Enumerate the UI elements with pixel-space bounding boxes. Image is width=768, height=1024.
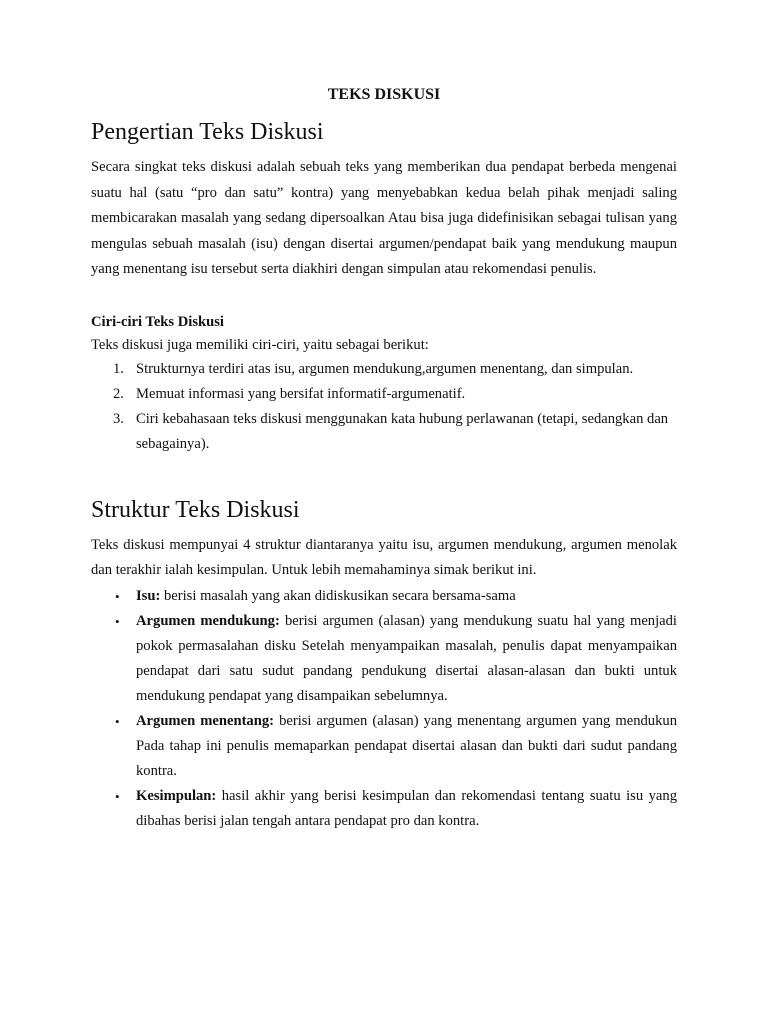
list-item (91, 784, 677, 834)
list-item (91, 709, 677, 784)
spacer (91, 283, 677, 311)
term-description: berisi argumen (alasan) yang menentang argumen yang mendukun Pada tahap ini penulis memaparkan pendapat disertai alasan dan bukti dari sudut pandang kontra. (136, 712, 677, 779)
term-description: hasil akhir yang berisi kesimpulan dan rekomendasi tentang suatu isu yang dibahas berisi jalan tengah antara pendapat pro dan kontra. (136, 787, 677, 829)
bullet-icon: • (115, 613, 120, 629)
list-item (91, 357, 677, 382)
section-heading-pengertian: Pengertian Teks Diskusi (91, 119, 324, 145)
paragraph-pengertian: Secara singkat teks diskusi adalah sebuah teks yang memberikan dua pendapat berbeda mengenai suatu hal (satu “pro dan satu” kontra) yang menyebabkan kedua belah pihak menjadi saling membicarakan masalah yang sedang dipersoalkan Atau bisa juga didefinisikan sebagai tulisan yang mengulas sebuah masalah (isu) dengan disertai argumen/pendapat baik yang mendukung maupun yang menentang isu tersebut serta diakhiri dengan simpulan atau rekomendasi penulis. (91, 159, 677, 277)
list-item-text: Strukturnya terdiri atas isu, argumen mendukung,argumen menentang, dan simpulan. (136, 360, 634, 377)
list-item (91, 584, 677, 609)
document-title: TEKS DISKUSI (327, 86, 441, 103)
term-description: berisi argumen (alasan) yang mendukung suatu hal yang menjadi pokok permasalahan disku Setelah menyampaikan masalah, penulis dapat menyampaikan pendapat dari satu sudut pandang pendukung disertai alasan-alasan dan bukti untuk mendukung pendapat yang disampaikan sebelumnya. (136, 612, 677, 704)
struktur-bullet-list (91, 584, 677, 834)
list-number: 1. (113, 360, 124, 377)
list-item (91, 609, 677, 709)
spacer (91, 457, 677, 495)
term-label: Isu: (136, 587, 161, 604)
bullet-icon: • (115, 713, 120, 729)
term-label: Argumen mendukung: (136, 612, 280, 629)
paragraph-ciri-intro: Teks diskusi juga memiliki ciri-ciri, yaitu sebagai berikut: (91, 336, 429, 353)
ciri-numbered-list (91, 357, 677, 457)
term-label: Kesimpulan: (136, 787, 217, 804)
list-item (91, 407, 677, 457)
paragraph-struktur: Teks diskusi mempunyai 4 struktur diantaranya yaitu isu, argumen mendukung, argumen menolak dan terakhir ialah kesimpulan. Untuk lebih memahaminya simak berikut ini. (91, 536, 677, 578)
bullet-icon: • (115, 788, 120, 804)
list-item-text: Memuat informasi yang bersifat informatif-argumenatif. (136, 385, 466, 402)
term-label: Argumen menentang: (136, 712, 275, 729)
subheading-ciri-ciri: Ciri-ciri Teks Diskusi (91, 313, 224, 330)
section-heading-struktur: Struktur Teks Diskusi (91, 496, 300, 523)
list-number: 2. (113, 385, 124, 402)
bullet-icon: • (115, 588, 120, 604)
term-description: berisi masalah yang akan didiskusikan secara bersama-sama (160, 587, 516, 604)
list-item-text: Ciri kebahasaan teks diskusi menggunakan kata hubung perlawanan (tetapi, sedangkan dan sebagainya). (136, 410, 669, 452)
list-item (91, 382, 677, 407)
list-number: 3. (113, 410, 124, 427)
